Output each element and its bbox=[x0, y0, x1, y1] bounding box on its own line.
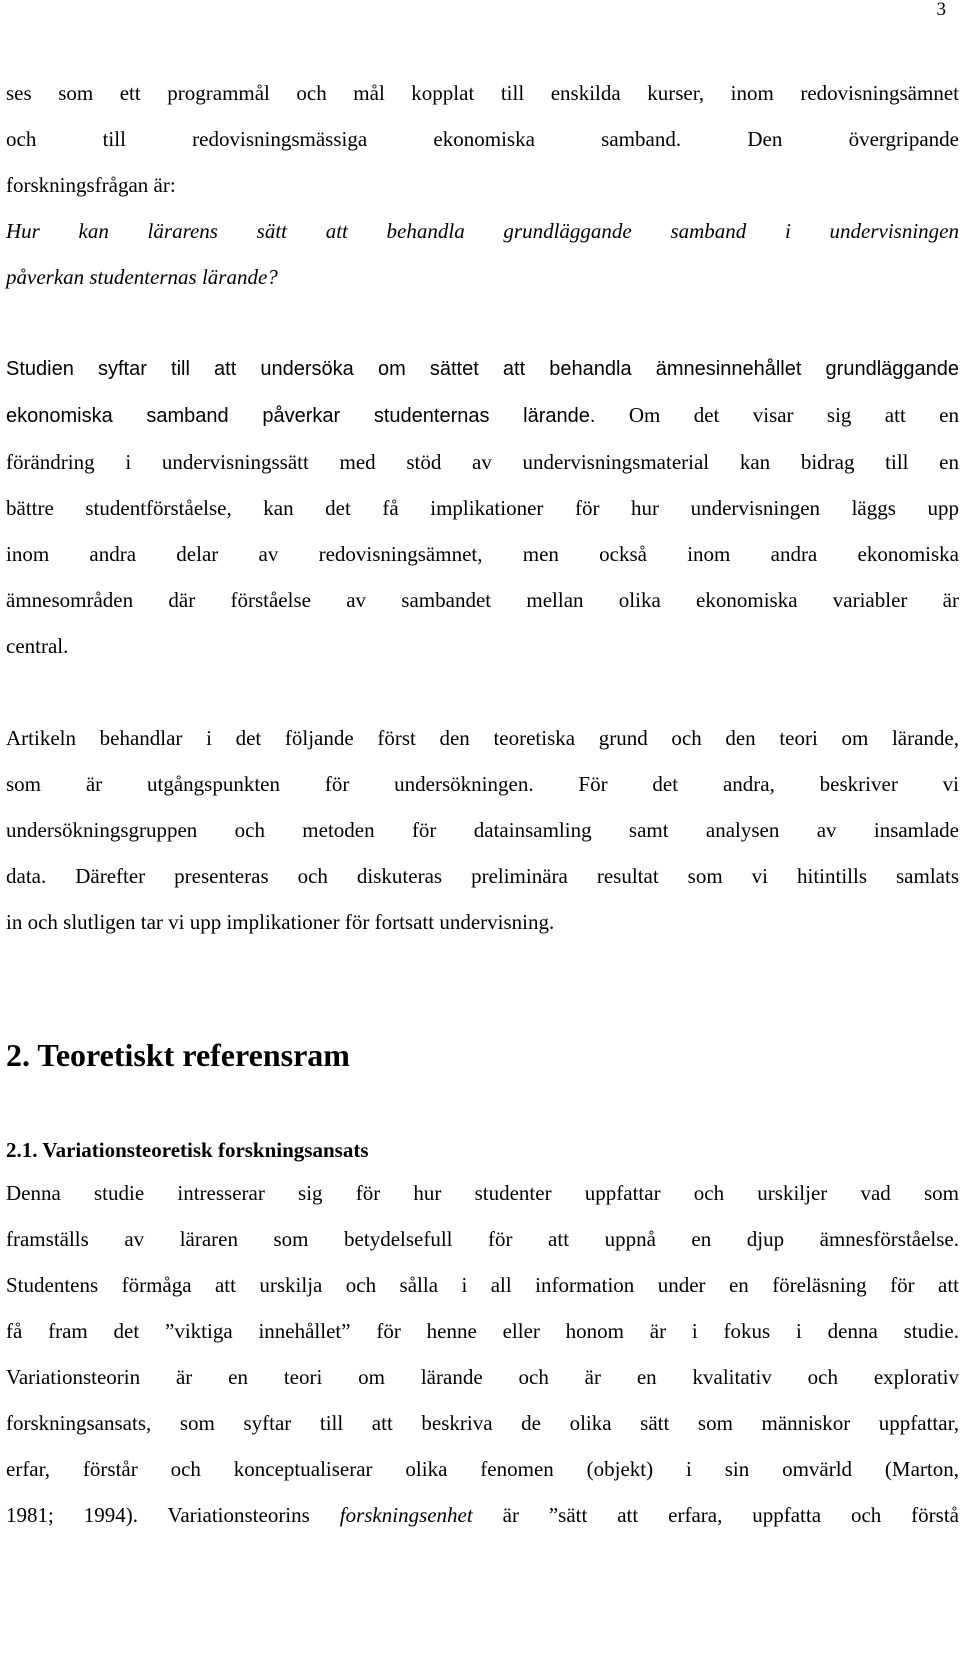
text-line: data. Därefter presenteras och diskuteras preliminära resultat som vi hitintills samlats bbox=[6, 864, 959, 888]
text-segment: Om det visar sig att en bbox=[628, 403, 959, 427]
text-line: undersökningsgruppen och metoden för datainsamling samt analysen av insamlade bbox=[6, 818, 959, 842]
page-number: 3 bbox=[936, 0, 946, 20]
text-line: Studentens förmåga att urskilja och sålla i all information under en föreläsning för att bbox=[6, 1273, 959, 1297]
text-line: och till redovisningsmässiga ekonomiska samband. Den övergripande bbox=[6, 127, 959, 151]
text-line bbox=[6, 1492, 959, 1538]
text-line: förändring i undervisningssätt med stöd av undervisningsmaterial kan bidrag till en bbox=[6, 450, 959, 474]
text-segment: 1981; 1994). Variationsteorins bbox=[6, 1503, 340, 1527]
section-heading: 2. Teoretiskt referensram bbox=[6, 1037, 350, 1073]
text-segment: ekonomiska samband påverkar studenternas lärande. bbox=[6, 405, 596, 427]
italic-term: forskningsenhet bbox=[339, 1503, 473, 1527]
text-line: Hur kan lärarens sätt att behandla grundläggande samband i undervisningen bbox=[6, 219, 959, 243]
subsection-heading: 2.1. Variationsteoretisk forskningsansats bbox=[6, 1138, 369, 1162]
text-line: erfar, förstår och konceptualiserar olika fenomen (objekt) i sin omvärld (Marton, bbox=[6, 1457, 959, 1481]
text-line: in och slutligen tar vi upp implikationer för fortsatt undervisning. bbox=[6, 910, 555, 934]
text-line: påverkan studenternas lärande? bbox=[6, 265, 278, 289]
text-line: central. bbox=[6, 634, 69, 658]
text-line: få fram det ”viktiga innehållet” för henne eller honom är i fokus i denna studie. bbox=[6, 1319, 959, 1343]
text-line: inom andra delar av redovisningsämnet, men också inom andra ekonomiska bbox=[6, 542, 959, 566]
outline-paragraph bbox=[6, 715, 959, 945]
text-line: forskningsansats, som syftar till att beskriva de olika sätt som människor uppfattar, bbox=[6, 1411, 959, 1435]
text-line: bättre studentförståelse, kan det få implikationer för hur undervisningen läggs upp bbox=[6, 496, 959, 520]
text-line: forskningsfrågan är: bbox=[6, 173, 176, 197]
text-line: ämnesområden där förståelse av sambandet mellan olika ekonomiska variabler är bbox=[6, 588, 959, 612]
intro-paragraph bbox=[6, 70, 959, 208]
text-line: Denna studie intresserar sig för hur studenter uppfattar och urskiljer vad som bbox=[6, 1181, 959, 1205]
document-body bbox=[6, 70, 959, 1538]
theory-paragraph bbox=[6, 1170, 959, 1538]
text-line: ses som ett programmål och mål kopplat till enskilda kurser, inom redovisningsämnet bbox=[6, 81, 959, 105]
text-segment: är ”sätt att erfara, uppfatta och förstå bbox=[472, 1503, 959, 1527]
aim-paragraph bbox=[6, 346, 959, 669]
research-question bbox=[6, 208, 959, 300]
text-line: Variationsteorin är en teori om lärande och är en kvalitativ och explorativ bbox=[6, 1365, 959, 1389]
text-line: Artikeln behandlar i det följande först den teoretiska grund och den teori om lärande, bbox=[6, 726, 959, 750]
text-line: framställs av läraren som betydelsefull för att uppnå en djup ämnesförståelse. bbox=[6, 1227, 959, 1251]
text-line bbox=[6, 392, 959, 439]
text-line: som är utgångspunkten för undersökningen. För det andra, beskriver vi bbox=[6, 772, 959, 796]
text-line: Studien syftar till att undersöka om sättet att behandla ämnesinnehållet grundläggande bbox=[6, 358, 959, 380]
